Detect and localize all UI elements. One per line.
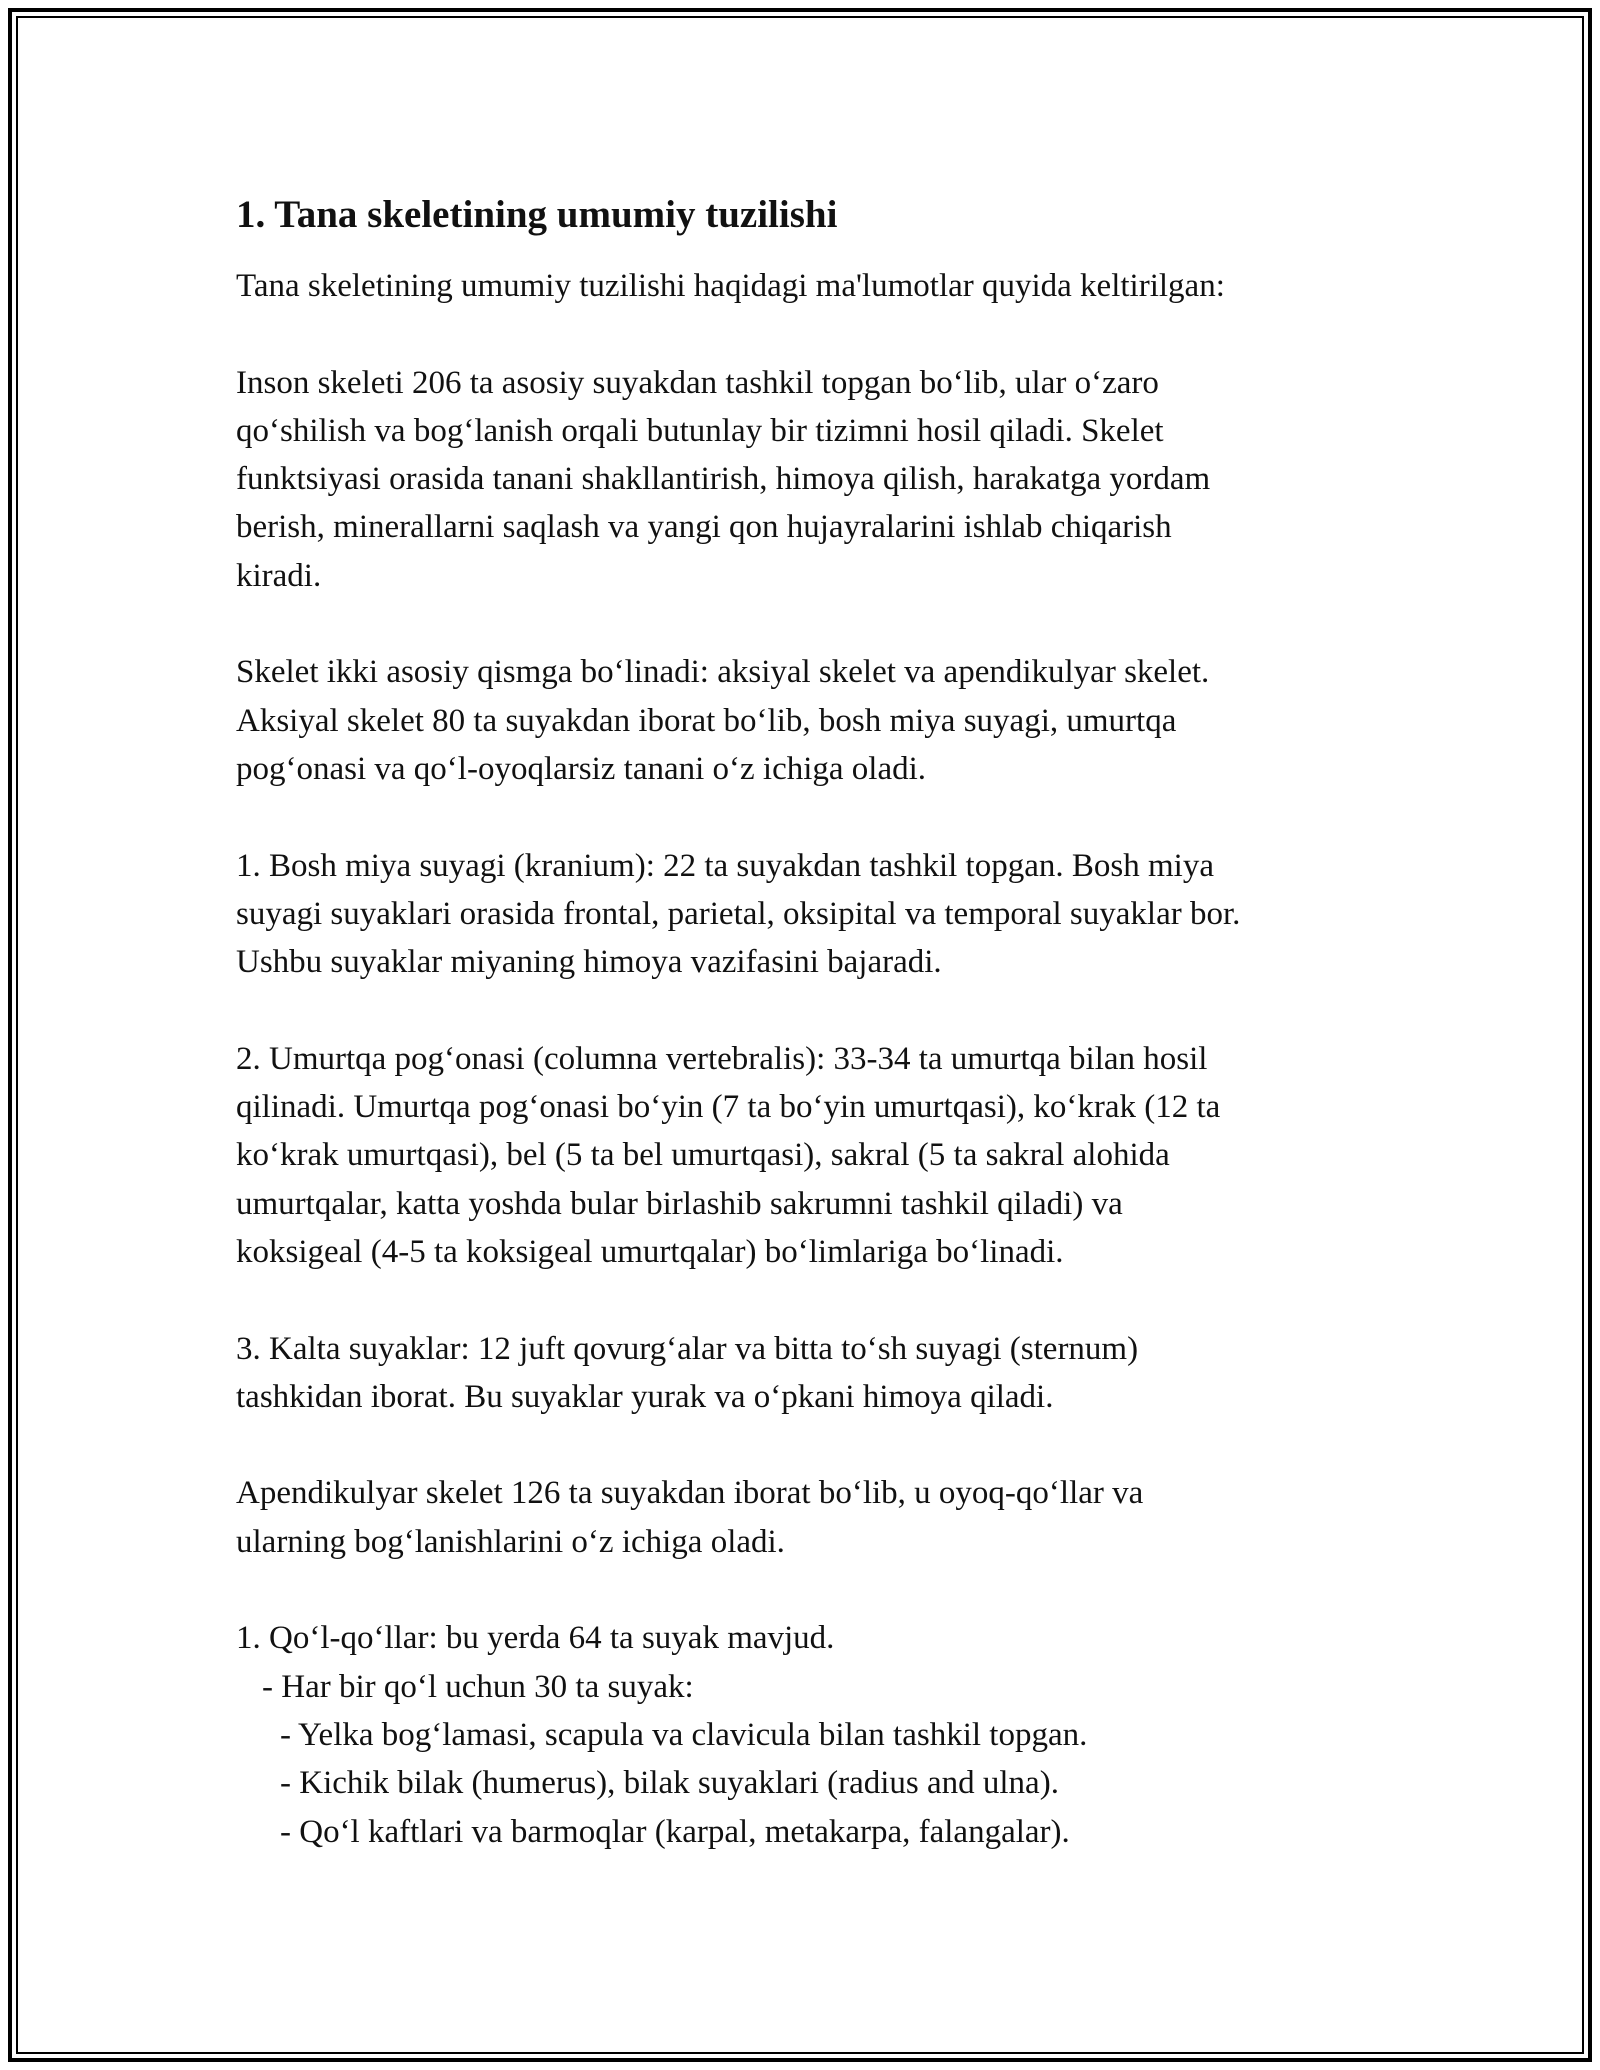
paragraph-gap: [236, 793, 1386, 841]
list-heading: 1. Qo‘l-qo‘llar: bu yerda 64 ta suyak mavjud.: [236, 1620, 835, 1657]
text-line: Aksiyal skelet 80 ta suyakdan iborat bo‘lib, bosh miya suyagi, umurtqa: [236, 702, 1177, 739]
text-line: kiradi.: [236, 557, 322, 594]
text-line: suyagi suyaklari orasida frontal, parietal, oksipital va temporal suyaklar bor.: [236, 895, 1241, 932]
list-subheading: - Har bir qo‘l uchun 30 ta suyak:: [262, 1668, 694, 1705]
paragraph-cranium: [236, 842, 1386, 987]
document-body: [236, 188, 1386, 1856]
text-line: pog‘onasi va qo‘l-oyoqlarsiz tanani o‘z ichiga oladi.: [236, 750, 927, 787]
text-line: Inson skeleti 206 ta asosiy suyakdan tashkil topgan bo‘lib, ular o‘zaro: [236, 364, 1159, 401]
paragraph-appendicular: [236, 1469, 1386, 1566]
paragraph-gap: [236, 1421, 1386, 1469]
text-line: ko‘krak umurtqasi), bel (5 ta bel umurtqasi), sakral (5 ta sakral alohida: [236, 1137, 1170, 1174]
text-line: 2. Umurtqa pog‘onasi (columna vertebralis): 33-34 ta umurtqa bilan hosil: [236, 1040, 1208, 1077]
paragraph-gap: [236, 986, 1386, 1034]
text-line: umurtqalar, katta yoshda bular birlashib sakrumni tashkil qiladi) va: [236, 1185, 1123, 1222]
paragraph-gap: [236, 1566, 1386, 1614]
document-title: 1. Tana skeletining umumiy tuzilishi: [236, 193, 838, 236]
text-line: koksigeal (4-5 ta koksigeal umurtqalar) bo‘limlariga bo‘linadi.: [236, 1233, 1064, 1270]
paragraph-gap: [236, 1276, 1386, 1324]
text-line: berish, minerallarni saqlash va yangi qon hujayralarini ishlab chiqarish: [236, 509, 1172, 546]
text-line: ularning bog‘lanishlarini o‘z ichiga oladi.: [236, 1523, 785, 1560]
text-line: funktsiyasi orasida tanani shakllantirish, himoya qilish, harakatga yordam: [236, 461, 1211, 498]
text-line: 3. Kalta suyaklar: 12 juft qovurg‘alar va bitta to‘sh suyagi (sternum): [236, 1330, 1139, 1367]
text-line: qo‘shilish va bog‘lanish orqali butunlay bir tizimni hosil qiladi. Skelet: [236, 412, 1164, 449]
list-upper-limbs: [236, 1614, 1386, 1855]
list-item: - Kichik bilak (humerus), bilak suyaklari (radius and ulna).: [280, 1765, 1059, 1802]
paragraph-gap: [236, 310, 1386, 358]
text-line: 1. Bosh miya suyagi (kranium): 22 ta suyakdan tashkil topgan. Bosh miya: [236, 847, 1214, 884]
text-line: Ushbu suyaklar miyaning himoya vazifasini bajaradi.: [236, 944, 942, 981]
text-line: Apendikulyar skelet 126 ta suyakdan iborat bo‘lib, u oyoq-qo‘llar va: [236, 1475, 1144, 1512]
paragraph-short-bones: [236, 1325, 1386, 1422]
paragraph-skeleton-overview: [236, 359, 1386, 600]
text-line: tashkidan iborat. Bu suyaklar yurak va o‘pkani himoya qiladi.: [236, 1378, 1054, 1415]
list-item: - Yelka bog‘lamasi, scapula va clavicula bilan tashkil topgan.: [280, 1716, 1088, 1753]
text-line: Skelet ikki asosiy qismga bo‘linadi: aksiyal skelet va apendikulyar skelet.: [236, 654, 1210, 691]
paragraph-vertebral-column: [236, 1035, 1386, 1276]
intro-line: Tana skeletining umumiy tuzilishi haqidagi ma'lumotlar quyida keltirilgan:: [236, 268, 1225, 304]
text-line: qilinadi. Umurtqa pog‘onasi bo‘yin (7 ta bo‘yin umurtqasi), ko‘krak (12 ta: [236, 1089, 1221, 1126]
list-item: - Qo‘l kaftlari va barmoqlar (karpal, metakarpa, falangalar).: [280, 1813, 1070, 1850]
paragraph-gap: [236, 600, 1386, 648]
paragraph-skeleton-division: [236, 648, 1386, 793]
